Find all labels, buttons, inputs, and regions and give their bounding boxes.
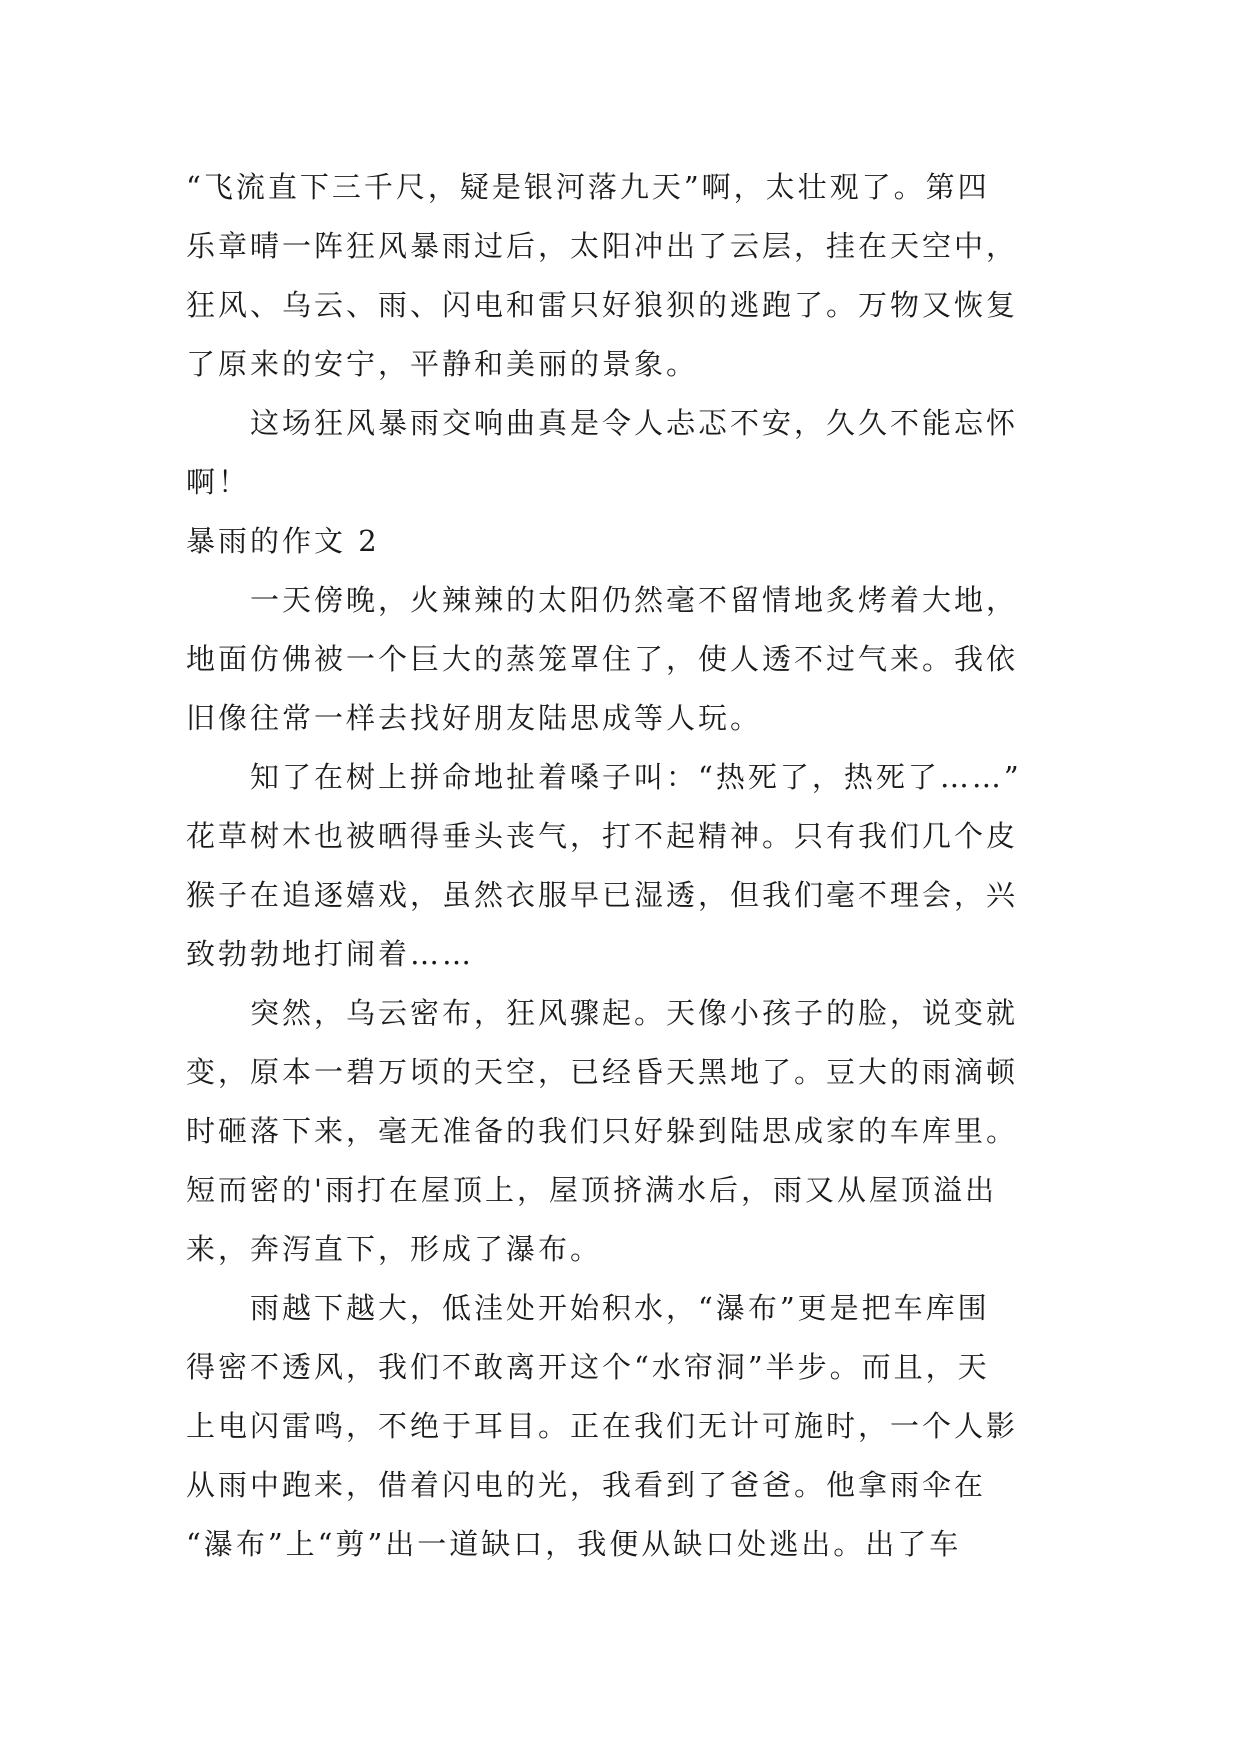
text-line: “瀑布”上“剪”出一道缺口，我便从缺口处逃出。出了车 [186, 1527, 962, 1561]
text-line: 致勃勃地打闹着…… [186, 937, 475, 971]
text-line: 花草树木也被晒得垂头丧气，打不起精神。只有我们几个皮 [186, 819, 1019, 853]
text-line: 了原来的安宁，平静和美丽的景象。 [186, 347, 699, 381]
text-line: 来，奔泻直下，形成了瀑布。 [186, 1232, 603, 1266]
text-line: 得密不透风，我们不敢离开这个“水帘洞”半步。而且，天 [186, 1350, 990, 1384]
paragraph-first-line: 突然，乌云密布，狂风骤起。天像小孩子的脸，说变就 [250, 996, 1019, 1030]
paragraph-first-line: 知了在树上拼命地扯着嗓子叫：“热死了，热死了……” [250, 760, 1022, 794]
text-line: 上电闪雷鸣，不绝于耳目。正在我们无计可施时，一个人影 [186, 1409, 1019, 1443]
section-heading: 暴雨的作文 2 [186, 524, 380, 558]
text-line: 旧像往常一样去找好朋友陆思成等人玩。 [186, 701, 763, 735]
text-line: 猴子在追逐嬉戏，虽然衣服早已湿透，但我们毫不理会，兴 [186, 878, 1019, 912]
text-line: 狂风、乌云、雨、闪电和雷只好狼狈的逃跑了。万物又恢复 [186, 288, 1019, 322]
text-line: 短而密的'雨打在屋顶上，屋顶挤满水后，雨又从屋顶溢出 [186, 1173, 997, 1207]
text-line: 啊！ [186, 465, 251, 499]
paragraph-first-line: 雨越下越大，低洼处开始积水，“瀑布”更是把车库围 [250, 1291, 990, 1325]
text-line: 变，原本一碧万顷的天空，已经昏天黑地了。豆大的雨滴顿 [186, 1055, 1019, 1089]
text-line: 时砸落下来，毫无准备的我们只好躲到陆思成家的车库里。 [186, 1114, 1019, 1148]
text-line: “飞流直下三千尺，疑是银河落九天”啊，太壮观了。第四 [186, 170, 990, 204]
text-line: 地面仿佛被一个巨大的蒸笼罩住了，使人透不过气来。我依 [186, 642, 1019, 676]
text-line: 从雨中跑来，借着闪电的光，我看到了爸爸。他拿雨伞在 [186, 1468, 987, 1502]
text-line: 乐章晴一阵狂风暴雨过后，太阳冲出了云层，挂在天空中， [186, 229, 1019, 263]
document-body [186, 158, 1066, 1574]
paragraph-first-line: 这场狂风暴雨交响曲真是令人忐忑不安，久久不能忘怀 [250, 406, 1019, 440]
paragraph-first-line: 一天傍晚，火辣辣的太阳仍然毫不留情地炙烤着大地， [250, 583, 1019, 617]
